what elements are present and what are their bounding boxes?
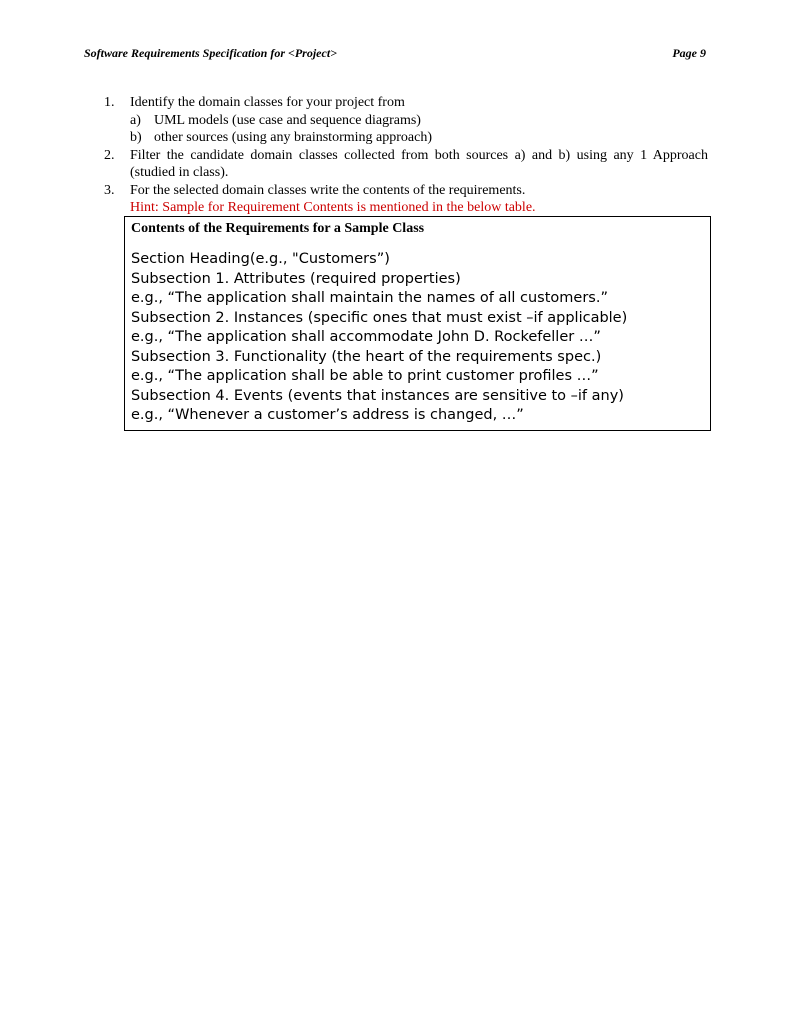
sub-item-b (130, 129, 708, 147)
sample-class-table (124, 216, 711, 431)
list-item-text: Identify the domain classes for your project from (130, 95, 405, 110)
hint-text: Hint: Sample for Requirement Contents is mentioned in the below table. (130, 200, 536, 215)
list-item-1 (104, 94, 708, 147)
sub-item-letter: a) (130, 112, 141, 128)
table-line-subsection-3: Subsection 3. Functionality (the heart of the requirements spec.) (131, 348, 602, 365)
header-document-title: Software Requirements Specification for <Project> (84, 46, 337, 60)
table-line-example-3: e.g., “The application shall be able to print customer profiles …” (131, 368, 599, 384)
table-line-example-1: e.g., “The application shall maintain the names of all customers.” (131, 290, 608, 306)
sub-item-text: other sources (using any brainstorming approach) (154, 130, 432, 145)
table-line-subsection-1: Subsection 1. Attributes (required properties) (131, 270, 461, 287)
sub-item-text: UML models (use case and sequence diagrams) (154, 112, 421, 128)
table-title: Contents of the Requirements for a Sample Class (131, 221, 425, 236)
header-page-number: Page 9 (672, 46, 706, 60)
table-line-subsection-2: Subsection 2. Instances (specific ones that must exist –if applicable) (131, 309, 628, 326)
list-item-number: 2. (104, 147, 115, 163)
instructions-list (104, 94, 708, 217)
table-line-subsection-4: Subsection 4. Events (events that instances are sensitive to –if any) (131, 387, 624, 404)
table-line-example-2: e.g., “The application shall accommodate John D. Rockefeller …” (131, 329, 601, 345)
page-header (84, 46, 706, 64)
list-item-3 (104, 182, 708, 217)
sub-item-a (130, 112, 708, 130)
sub-item-letter: b) (130, 130, 142, 145)
list-item-number: 3. (104, 182, 115, 198)
list-item-number: 1. (104, 95, 115, 110)
list-item-text: Filter the candidate domain classes collected from both sources a) and b) using any 1 Approach (studied in class). (130, 147, 708, 180)
table-line-example-4: e.g., “Whenever a customer’s address is changed, …” (131, 407, 524, 423)
list-item-text: For the selected domain classes write the contents of the requirements. (130, 182, 526, 198)
list-item-2 (104, 147, 708, 182)
table-line-section-heading: Section Heading(e.g., "Customers”) (131, 251, 390, 267)
